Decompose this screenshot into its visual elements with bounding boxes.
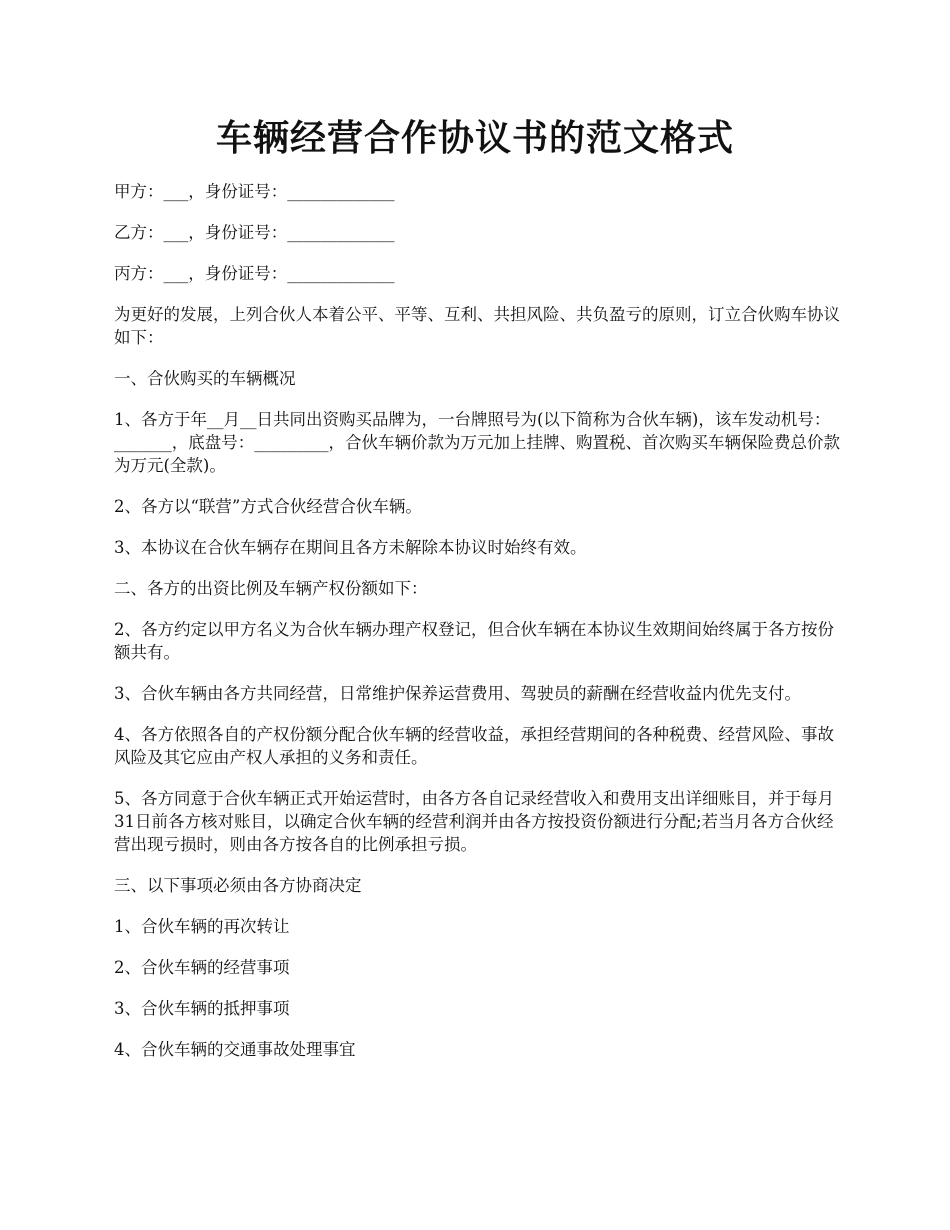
clause-1-3: 3、本协议在合伙车辆存在期间且各方未解除本协议时始终有效。 <box>114 538 587 557</box>
section-heading-2: 二、各方的出资比例及车辆产权份额如下： <box>114 579 428 598</box>
clause-1-2: 2、各方以“联营”方式合伙经营合伙车辆。 <box>114 497 422 516</box>
preamble-paragraph: 为更好的发展，上列合伙人本着公平、平等、互利、共担风险、共负盈亏的原则，订立合伙购车协议如下： <box>114 305 840 347</box>
clause-2-4: 4、各方依照各自的产权份额分配合伙车辆的经营收益，承担经营期间的各种税费、经营风险、事故风险及其它应由产权人承担的义务和责任。 <box>114 725 834 767</box>
clause-3-1: 1、合伙车辆的再次转让 <box>114 917 290 936</box>
party-b-line: 乙方：___，身份证号：_____________ <box>114 223 395 242</box>
section-heading-1: 一、合伙购买的车辆概况 <box>114 369 296 388</box>
clause-1-1: 1、各方于年__月__日共同出资购买品牌为，一台牌照号为(以下简称为合伙车辆)，该车发动机号：_______，底盘号：_________，合伙车辆价款为万元加上挂牌、购置税、首次购买车辆保险费总价款为万元(全款)。 <box>114 410 840 475</box>
party-c-line: 丙方：___，身份证号：_____________ <box>114 264 395 283</box>
document-title: 车辆经营合作协议书的范文格式 <box>215 117 734 159</box>
clause-2-3: 3、合伙车辆由各方共同经营，日常维护保养运营费用、驾驶员的薪酬在经营收益内优先支付。 <box>114 684 801 703</box>
section-heading-3: 三、以下事项必须由各方协商决定 <box>114 876 362 895</box>
clause-3-3: 3、合伙车辆的抵押事项 <box>114 999 290 1018</box>
clause-3-4: 4、合伙车辆的交通事故处理事宜 <box>114 1040 356 1059</box>
clause-2-2: 2、各方约定以甲方名义为合伙车辆办理产权登记，但合伙车辆在本协议生效期间始终属于各方按份额共有。 <box>114 620 834 662</box>
document-body <box>114 180 844 1079</box>
clause-3-2: 2、合伙车辆的经营事项 <box>114 958 290 977</box>
party-a-line: 甲方：___，身份证号：_____________ <box>114 182 395 201</box>
clause-2-5: 5、各方同意于合伙车辆正式开始运营时，由各方各自记录经营收入和费用支出详细账目，并于每月31日前各方核对账目，以确定合伙车辆的经营利润并由各方按投资份额进行分配;若当月各方合伙经营出现亏损时，则由各方按各自的比例承担亏损。 <box>114 789 834 854</box>
